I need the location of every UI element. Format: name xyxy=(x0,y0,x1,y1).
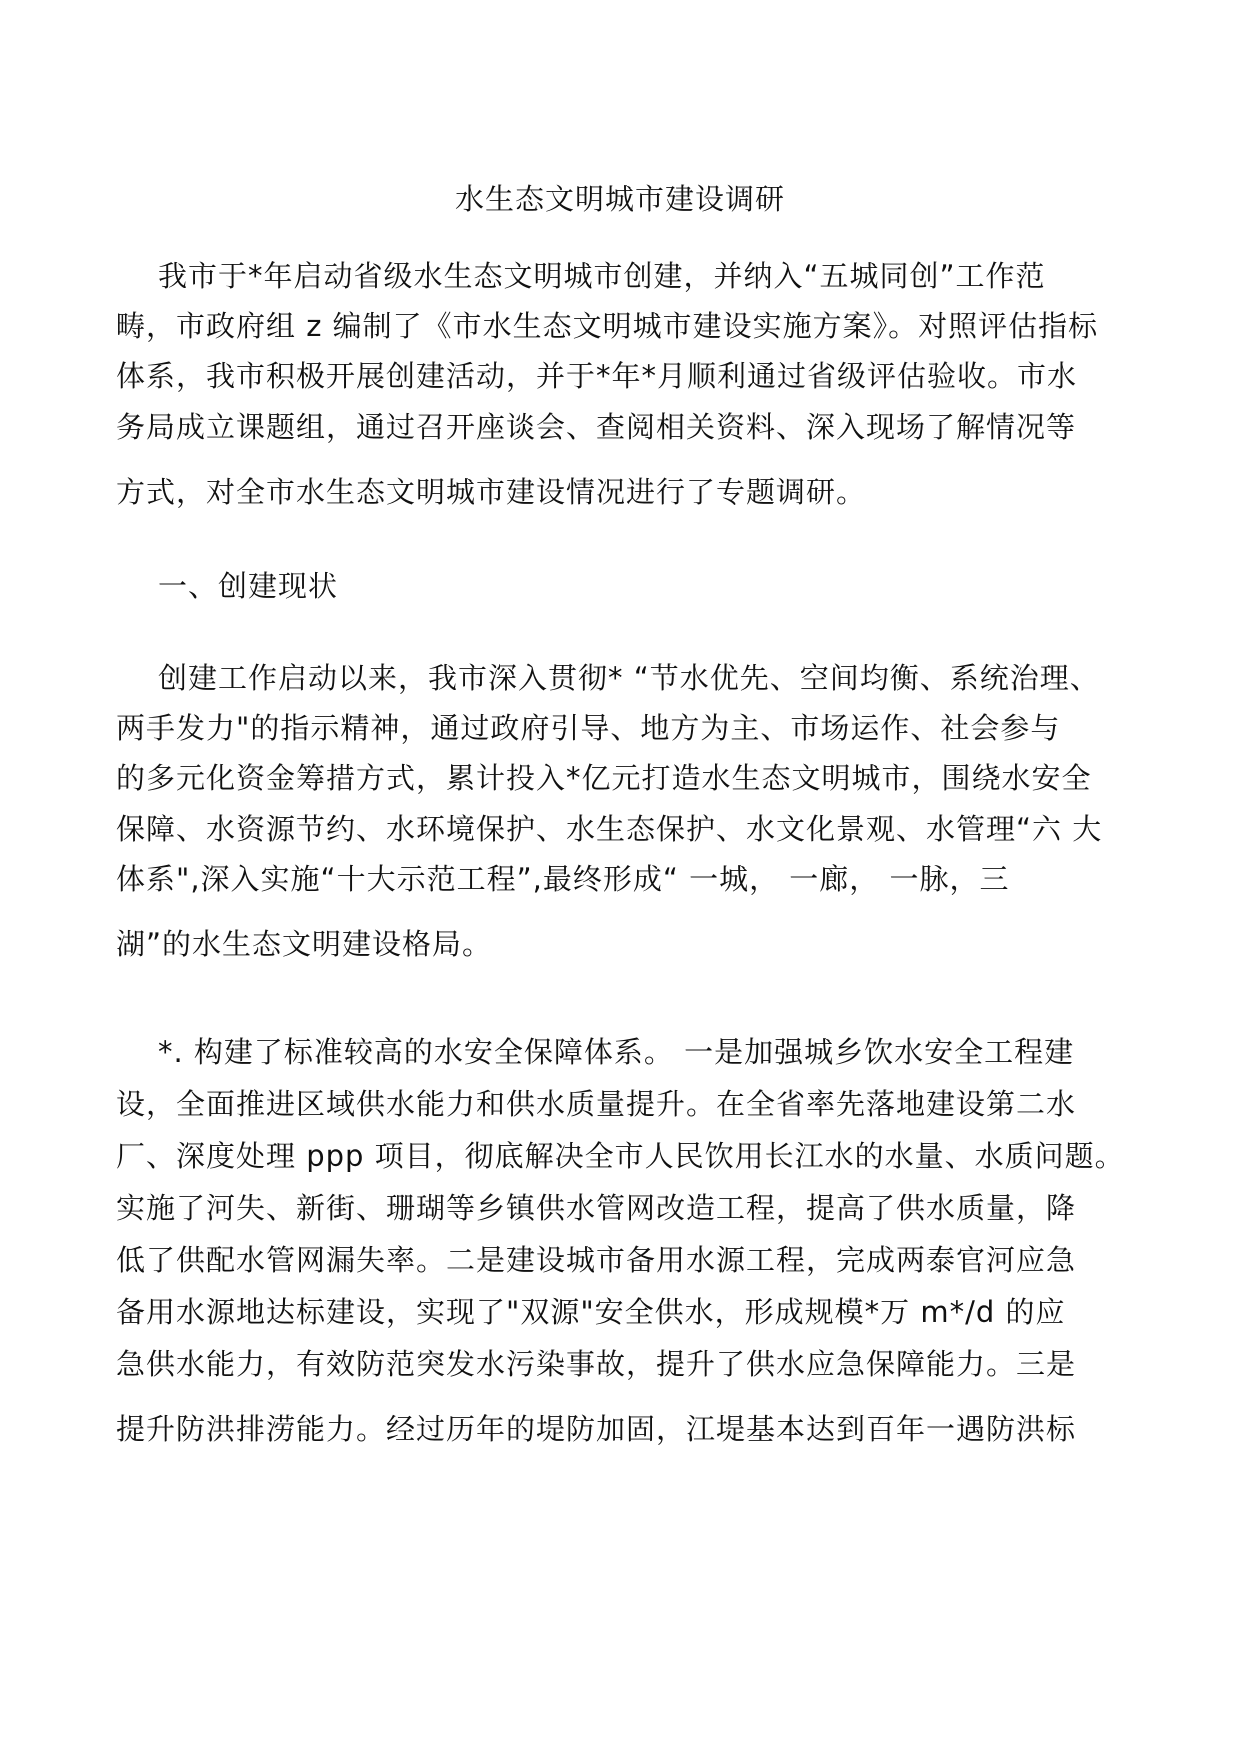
text-line: *. 构建了标准较高的水安全保障体系。 一是加强城乡饮水安全工程建 xyxy=(158,1035,1075,1069)
section-heading: 一、创建现状 xyxy=(158,569,339,603)
text-line: 厂、深度处理 ppp 项目，彻底解决全市人民饮用长江水的水量、水质问题。 xyxy=(116,1139,1125,1173)
text-line: 急供水能力，有效防范突发水污染事故，提升了供水应急保障能力。三是 xyxy=(116,1347,1077,1381)
text-line: 体系",深入实施“十大示范工程”,最终形成“ 一城， 一廊， 一脉，三 xyxy=(116,862,1010,896)
document-title: 水生态文明城市建设调研 xyxy=(454,182,785,216)
text-line: 提升防洪排涝能力。经过历年的堤防加固，江堤基本达到百年一遇防洪标 xyxy=(116,1412,1077,1446)
text-line: 保障、水资源节约、水环境保护、水生态保护、水文化景观、水管理“六 大 xyxy=(116,812,1103,846)
text-line: 低了供配水管网漏失率。二是建设城市备用水源工程，完成两泰官河应急 xyxy=(116,1243,1077,1277)
text-line: 我市于*年启动省级水生态文明城市创建，并纳入“五城同创”工作范 xyxy=(158,259,1046,293)
text-line: 方式，对全市水生态文明城市建设情况进行了专题调研。 xyxy=(116,475,867,509)
text-line: 备用水源地达标建设，实现了"双源"安全供水，形成规模*万 m*/d 的应 xyxy=(116,1295,1066,1329)
text-line: 实施了河失、新街、珊瑚等乡镇供水管网改造工程，提高了供水质量，降 xyxy=(116,1191,1077,1225)
text-line: 体系，我市积极开展创建活动，并于*年*月顺利通过省级评估验收。市水 xyxy=(116,359,1078,393)
text-line: 两手发力"的指示精神，通过政府引导、地方为主、市场运作、社会参与 xyxy=(116,711,1061,745)
text-line: 畴，市政府组 z 编制了《市水生态文明城市建设实施方案》。对照评估指标 xyxy=(116,309,1099,343)
text-line: 创建工作启动以来，我市深入贯彻* “节水优先、空间均衡、系统治理、 xyxy=(158,661,1100,695)
text-line: 湖”的水生态文明建设格局。 xyxy=(116,927,493,961)
text-line: 设，全面推进区域供水能力和供水质量提升。在全省率先落地建设第二水 xyxy=(116,1087,1077,1121)
text-line: 的多元化资金筹措方式，累计投入*亿元打造水生态文明城市，围绕水安全 xyxy=(116,761,1092,795)
text-line: 务局成立课题组，通过召开座谈会、查阅相关资料、深入现场了解情况等 xyxy=(116,410,1077,444)
